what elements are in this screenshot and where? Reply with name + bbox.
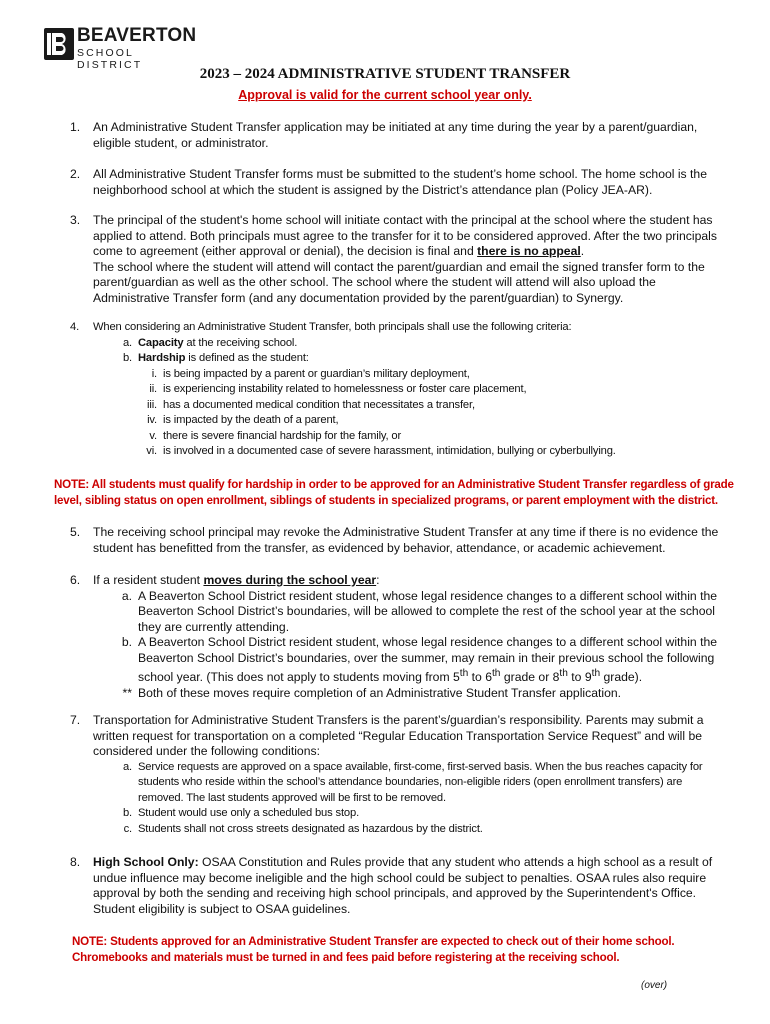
hardship-item: iii. has a documented medical condition that necessitates a transfer, [147,398,475,411]
item-text: High School Only: OSAA Constitution and Rules provide that any student who attends a high school as a result of undue influence may become ineligible and the high school could be subject to penalties. OSAA rules also require approval by both the sending and receiving high school principals, and approved by the Superintendent's Office. Student eligibility is subject to OSAA guidelines. [93,855,713,916]
note-hardship: NOTE: All students must qualify for hardship in order to be approved for an Administrative Student Transfer regardless of grade level, sibling status on open enrollment, siblings of students in specialized programs, or parent employment with the district. [54,478,734,507]
item-text: The receiving school principal may revoke the Administrative Student Transfer at any time if there is no evidence the student has benefitted from the transfer, as evidenced by behavior, attendance, or academic achievement. [93,525,719,555]
item-number: 6. [70,573,81,587]
criteria-capacity: a. Capacity at the receiving school. [122,336,298,349]
no-appeal-text: there is no appeal [477,244,581,258]
item-text: The principal of the student's home school will initiate contact with the principal at the school where the student has applied to attend. Both principals must agree to the transfer for it to be considered approved. After the two principals come to agreement (either approval or denial), the decision is final and there is no appeal. [93,213,717,258]
hardship-item: i. is being impacted by a parent or guardian’s military deployment, [151,367,470,380]
hardship-item: iv. is impacted by the death of a parent, [147,414,339,426]
item-text: When considering an Administrative Student Transfer, both principals shall use the following criteria: [93,321,572,333]
item-number: 1. [70,120,81,134]
item-number: 8. [70,855,81,869]
criteria-hardship: b. Hardship is defined as the student: [122,352,309,364]
page-title: 2023 – 2024 ADMINISTRATIVE STUDENT TRANSFER [199,66,571,82]
logo-subtitle: SCHOOL DISTRICT [77,47,143,71]
hardship-item: v. there is severe financial hardship for the family, or [149,429,402,442]
logo-name: BEAVERTON [77,25,197,46]
hardship-item: ii. is experiencing instability related to homelessness or foster care placement, [149,383,527,395]
item-text: If a resident student moves during the school year: [93,573,380,587]
transport-rule-b: b. Student would use only a scheduled bus stop. [122,807,360,819]
item-number: 5. [70,525,81,539]
item-number: 3. [70,213,81,227]
move-rule-b: b. A Beaverton School District resident student, whose legal residence changes to a different school within the Beaverton School District’s boundaries, over the summer, may remain in their previous school the following school year. (This does not apply to students moving from 5th to 6th grade or 8th to 9th grade). [121,635,718,685]
hardship-item: vi. is involved in a documented case of severe harassment, intimidation, bullying or cyberbullying. [146,445,616,457]
item-number: 7. [70,713,81,727]
item-number: 4. [70,321,80,333]
moves-during-year-text: moves during the school year [203,573,377,587]
page-subtitle: Approval is valid for the current school year only. [238,88,532,102]
item-text: All Administrative Student Transfer forms must be submitted to the student’s home school. The home school is the neighborhood school at which the student is assigned by the District’s attendance plan (Policy JEA-AR). [93,167,707,197]
item-text: Transportation for Administrative Student Transfers is the parent’s/guardian’s responsibility. Parents may submit a written request for transportation on a completed “Regular Education Transportation Service Request” and will be considered under the following conditions: [93,713,704,758]
page-turn-note: (over) [641,980,668,991]
note-checkout: NOTE: Students approved for an Administrative Student Transfer are expected to check out of their home school. Chromebooks and materials must be turned in and fees paid before registering at the receiving school. [72,935,675,964]
district-logo-icon [44,28,74,60]
item-text: An Administrative Student Transfer application may be initiated at any time during the year by a parent/guardian, eligible student, or administrator. [93,120,698,150]
item-text-continued: The school where the student will attend will contact the parent/guardian and email the signed transfer form to the parent/guardian as well as the other school. The school where the student will attend will also upload the Administrative Transfer form (and any documentation provided by the parent/guardian) to Synergy. [93,259,705,305]
item-number: 2. [70,167,81,181]
transport-rule-c: c. Students shall not cross streets designated as hazardous by the district. [123,822,483,835]
move-rule-a: a. A Beaverton School District resident student, whose legal residence changes to a different school within the Beaverton School District’s boundaries, will be allowed to complete the rest of the school year at the school they are currently attending. [121,588,718,634]
transport-rule-a: a. Service requests are approved on a space available, first-come, first-served basis. When the bus reaches capacity for students who reside within the school’s attendance boundaries, non-eligible riders (open enrollment transfers) are removed. The last students approved will be first to be removed. [122,760,703,804]
move-rule-note: ** Both of these moves require completion of an Administrative Student Transfer application. [122,685,622,700]
district-logo [44,25,197,71]
hardship-list [93,367,730,460]
